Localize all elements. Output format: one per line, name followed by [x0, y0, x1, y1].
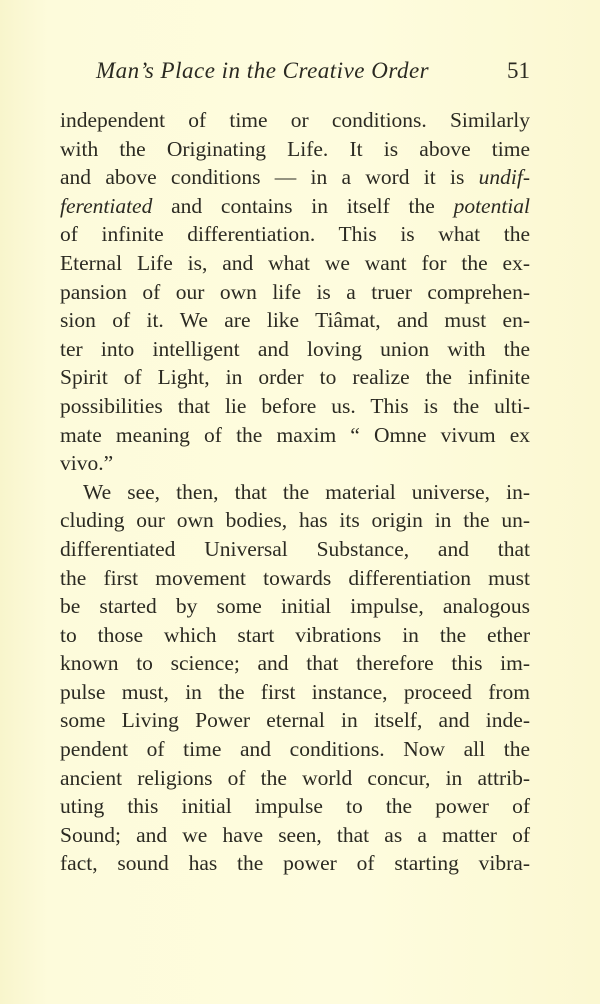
text-segment: of infinite differentiation. This is what the	[60, 222, 530, 247]
text-line	[60, 535, 530, 564]
text-line	[60, 335, 530, 364]
italic-text: ferentiated	[60, 193, 153, 218]
text-segment: possibilities that lie before us. This is the ulti-	[60, 393, 530, 418]
text-segment: differentiated Universal Substance, and that	[60, 536, 530, 561]
text-line	[60, 478, 530, 507]
text-segment: some Living Power eternal in itself, and inde-	[60, 708, 530, 733]
text-segment: known to science; and that therefore this im-	[60, 651, 530, 676]
paragraph	[60, 106, 530, 478]
text-line	[60, 649, 530, 678]
running-title: Man’s Place in the Creative Order	[96, 58, 430, 83]
text-segment: and above conditions — in a word it is	[60, 165, 479, 190]
text-segment: sion of it. We are like Tiâmat, and must en-	[60, 308, 530, 333]
text-segment: pulse must, in the first instance, proceed from	[60, 679, 530, 704]
text-line	[60, 421, 530, 450]
paragraph	[60, 478, 530, 878]
text-line	[60, 449, 530, 478]
page-body	[60, 106, 530, 878]
text-segment: Eternal Life is, and what we want for the ex-	[60, 250, 530, 275]
text-segment: with the Originating Life. It is above time	[60, 136, 530, 161]
text-segment: mate meaning of the maxim “ Omne vivum ex	[60, 422, 530, 447]
text-line	[60, 278, 530, 307]
text-line	[60, 621, 530, 650]
italic-text: potential	[453, 193, 530, 218]
text-line	[60, 249, 530, 278]
text-line	[60, 306, 530, 335]
text-segment: ancient religions of the world concur, in attrib-	[60, 765, 530, 790]
text-segment: vivo.”	[60, 451, 114, 476]
text-line	[60, 506, 530, 535]
text-segment: pendent of time and conditions. Now all the	[60, 737, 530, 762]
text-line	[60, 564, 530, 593]
text-line	[60, 220, 530, 249]
text-line	[60, 678, 530, 707]
text-segment: pansion of our own life is a truer comprehen-	[60, 279, 530, 304]
page-number: 51	[507, 58, 530, 83]
text-line	[60, 735, 530, 764]
text-segment: the first movement towards differentiation must	[60, 565, 530, 590]
text-line	[60, 106, 530, 135]
text-line	[60, 163, 530, 192]
text-segment: Sound; and we have seen, that as a matter of	[60, 822, 530, 847]
text-line	[60, 706, 530, 735]
text-line	[60, 792, 530, 821]
text-segment: Spirit of Light, in order to realize the infinite	[60, 365, 530, 390]
text-line	[60, 392, 530, 421]
text-line	[60, 764, 530, 793]
text-segment: fact, sound has the power of starting vibra-	[60, 851, 530, 876]
text-line	[60, 592, 530, 621]
text-segment: to those which start vibrations in the ether	[60, 622, 530, 647]
text-segment: be started by some initial impulse, analogous	[60, 594, 530, 619]
text-line	[60, 135, 530, 164]
text-segment: ter into intelligent and loving union with the	[60, 336, 530, 361]
text-line	[60, 849, 530, 878]
text-segment: cluding our own bodies, has its origin in the un-	[60, 508, 530, 533]
text-segment: uting this initial impulse to the power of	[60, 794, 530, 819]
text-line	[60, 363, 530, 392]
italic-text: undif-	[478, 165, 530, 190]
text-segment: and contains in itself the	[152, 193, 454, 218]
text-line	[60, 821, 530, 850]
text-line	[60, 192, 530, 221]
text-segment: independent of time or conditions. Similarly	[60, 108, 530, 132]
page-header	[60, 58, 530, 88]
text-segment: We see, then, that the material universe, in-	[83, 479, 530, 504]
